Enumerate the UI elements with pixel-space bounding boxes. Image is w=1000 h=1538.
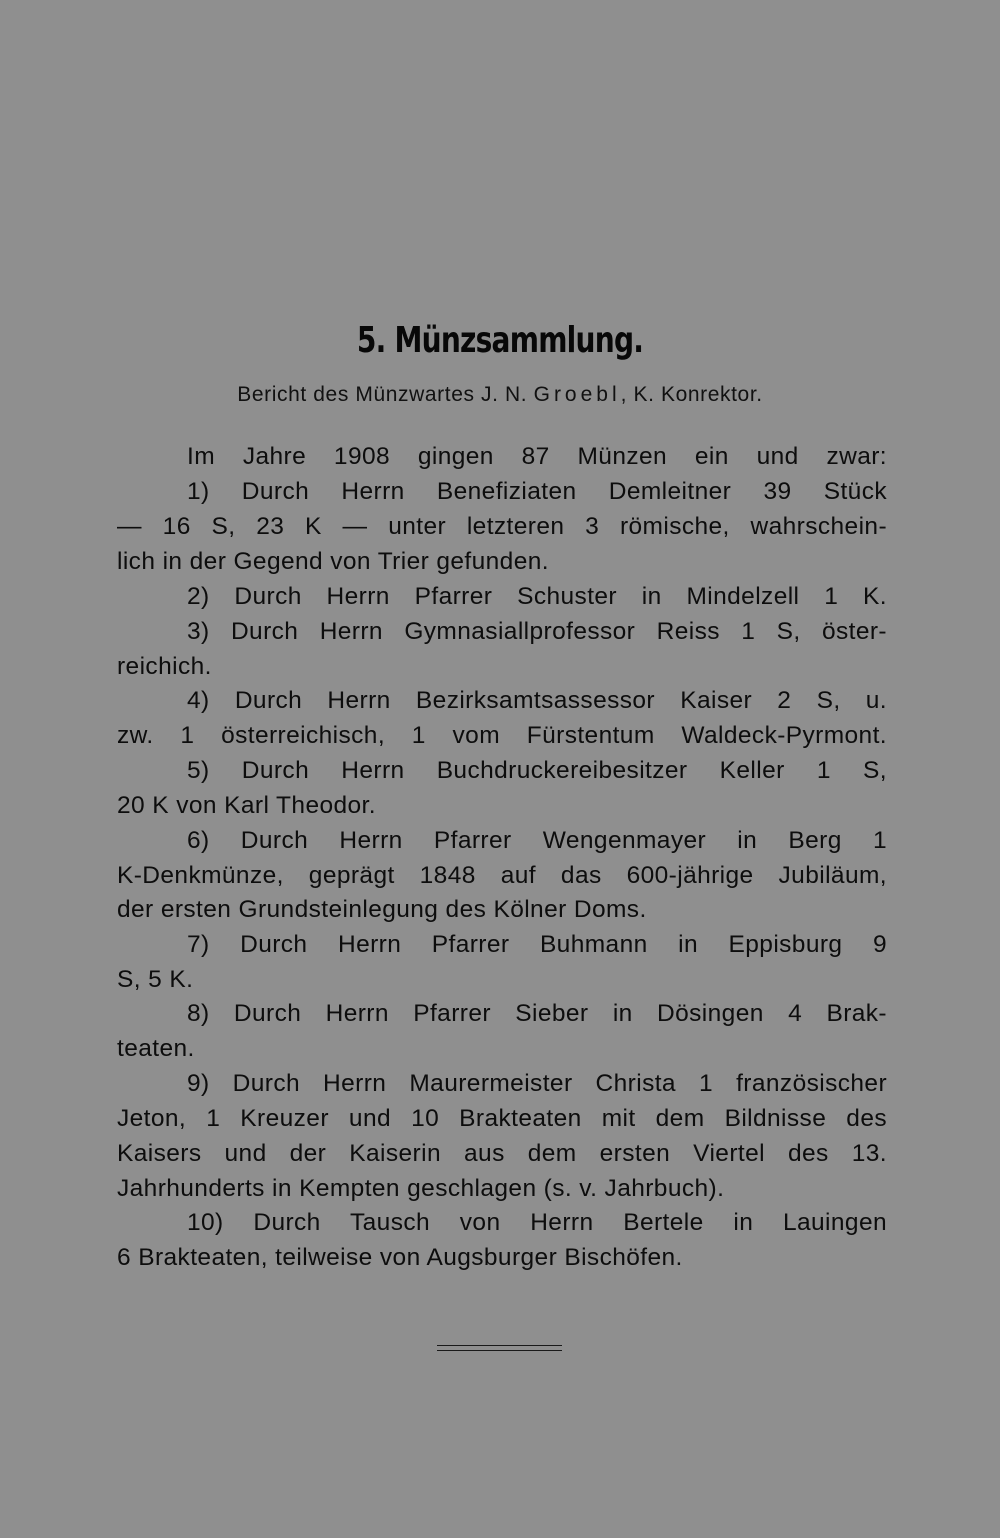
text-line: reichich.: [117, 653, 212, 680]
text-line: 5) Durch Herrn Buchdruckereibesitzer Keller 1 S,: [187, 757, 887, 784]
text-line: K-Denkmünze, geprägt 1848 auf das 600-jährige Jubiläum,: [117, 862, 887, 889]
byline-name: Groebl: [533, 383, 621, 406]
text-line: Im Jahre 1908 gingen 87 Münzen ein und zwar:: [187, 443, 887, 470]
text-line: 3) Durch Herrn Gymnasiallprofessor Reiss 1 S, öster-: [187, 618, 887, 645]
closing-rule-bottom: [437, 1350, 562, 1351]
text-line: 4) Durch Herrn Bezirksamtsassessor Kaiser 2 S, u.: [187, 687, 887, 714]
text-line: — 16 S, 23 K — unter letzteren 3 römische, wahrschein-: [117, 513, 887, 540]
text-line: 7) Durch Herrn Pfarrer Buhmann in Eppisburg 9: [187, 931, 887, 958]
text-line: 6 Brakteaten, teilweise von Augsburger Bischöfen.: [117, 1244, 683, 1271]
text-line: Jahrhunderts in Kempten geschlagen (s. v. Jahrbuch).: [117, 1175, 725, 1202]
text-line: 2) Durch Herrn Pfarrer Schuster in Mindelzell 1 K.: [187, 583, 887, 610]
byline-prefix: Bericht des Münzwartes J. N.: [237, 383, 534, 406]
report-byline: [0, 383, 1000, 407]
text-line: 8) Durch Herrn Pfarrer Sieber in Dösingen 4 Brak-: [187, 1000, 887, 1027]
text-line: 1) Durch Herrn Benefiziaten Demleitner 39 Stück: [187, 478, 887, 505]
text-line: 6) Durch Herrn Pfarrer Wengenmayer in Berg 1: [187, 827, 887, 854]
text-line: 10) Durch Tausch von Herrn Bertele in Lauingen: [187, 1209, 887, 1236]
text-line: der ersten Grundsteinlegung des Kölner Doms.: [117, 896, 647, 923]
text-line: teaten.: [117, 1035, 195, 1062]
text-line: lich in der Gegend von Trier gefunden.: [117, 548, 549, 575]
byline-suffix: , K. Konrektor.: [620, 383, 763, 406]
section-title: 5. Münzsammlung.: [356, 320, 644, 361]
text-line: zw. 1 österreichisch, 1 vom Fürstentum Waldeck-Pyrmont.: [117, 722, 887, 749]
text-line: 20 K von Karl Theodor.: [117, 792, 376, 819]
text-line: Jeton, 1 Kreuzer und 10 Brakteaten mit dem Bildnisse des: [117, 1105, 887, 1132]
closing-rule-top: [437, 1345, 562, 1346]
text-line: S, 5 K.: [117, 966, 194, 993]
text-line: 9) Durch Herrn Maurermeister Christa 1 französischer: [187, 1070, 887, 1097]
text-line: Kaisers und der Kaiserin aus dem ersten Viertel des 13.: [117, 1140, 887, 1167]
